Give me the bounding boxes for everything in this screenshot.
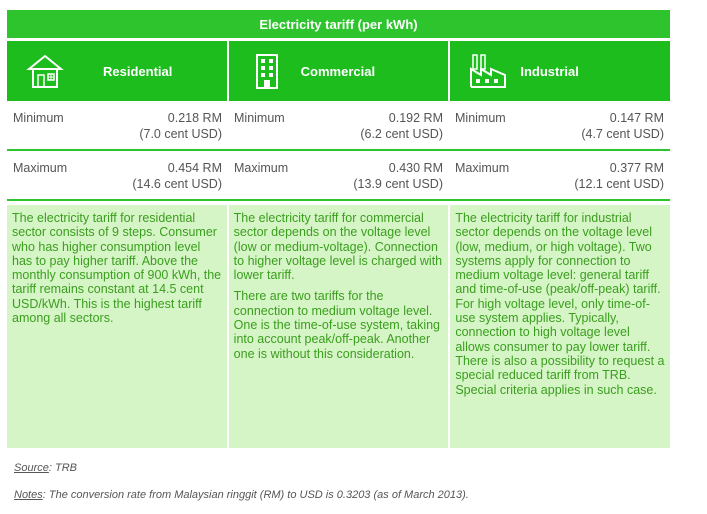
conversion-note	[14, 489, 469, 501]
description-paragraph: The electricity tariff for industrial sector depends on the voltage level (low, medium, or high voltage). Two systems apply for connection to medium voltage level: general tariff and time-of-use (peak/off-peak) tariff. For high voltage level, only time-of-use system applies. Typically, connection to high voltage level allows consumer to pay lower tariff. There is also a possibility to request a special reduced tariff from TRB. Special criteria applies in such case.	[455, 211, 665, 397]
source-label: Source	[14, 462, 49, 474]
source-note	[14, 462, 77, 474]
industrial-header	[450, 41, 670, 101]
industrial-minimum	[449, 101, 670, 149]
min-rm-value: 0.192 RM	[388, 111, 443, 125]
minimum-row	[7, 101, 670, 151]
max-rm-value: 0.430 RM	[388, 161, 443, 175]
house-icon	[25, 51, 65, 91]
source-text: : TRB	[48, 462, 77, 474]
notes-text: : The conversion rate from Malaysian ringgit (RM) to USD is 0.3203 (as of March 2013).	[42, 489, 469, 501]
commercial-maximum	[228, 151, 449, 199]
min-label: Minimum	[13, 111, 64, 125]
residential-label: Residential	[103, 64, 173, 79]
table-title: Electricity tariff (per kWh)	[7, 10, 670, 38]
commercial-minimum	[228, 101, 449, 149]
min-rm-value: 0.147 RM	[609, 111, 664, 125]
min-usd-value: (7.0 cent USD)	[139, 127, 222, 141]
industrial-description	[450, 205, 670, 448]
tariff-table	[7, 10, 670, 448]
factory-icon	[468, 51, 508, 91]
min-usd-value: (6.2 cent USD)	[360, 127, 443, 141]
max-label: Maximum	[13, 161, 68, 175]
min-rm-value: 0.218 RM	[167, 111, 222, 125]
residential-minimum	[7, 101, 228, 149]
office-building-icon	[247, 51, 287, 91]
min-label: Minimum	[234, 111, 285, 125]
residential-description	[7, 205, 229, 448]
residential-header	[7, 41, 229, 101]
notes-label: Notes	[14, 489, 43, 501]
max-label: Maximum	[455, 161, 510, 175]
industrial-maximum	[449, 151, 670, 199]
commercial-label: Commercial	[300, 64, 376, 79]
min-label: Minimum	[455, 111, 506, 125]
maximum-row	[7, 151, 670, 201]
description-paragraph: The electricity tariff for commercial sector depends on the voltage level (low or medium-voltage). Connection to higher voltage level is charged with lower tariff.	[233, 211, 443, 283]
commercial-header	[229, 41, 451, 101]
max-label: Maximum	[234, 161, 289, 175]
description-paragraph: The electricity tariff for residential sector consists of 9 steps. Consumer who has higher consumption level has to pay higher tariff. Above the monthly consumption of 900 kWh, the tariff remains constant at 14.5 cent USD/kWh. This is the highest tariff among all sectors.	[12, 211, 222, 326]
max-rm-value: 0.454 RM	[167, 161, 222, 175]
max-rm-value: 0.377 RM	[609, 161, 664, 175]
max-usd-value: (14.6 cent USD)	[132, 177, 222, 191]
description-paragraph: There are two tariffs for the connection to medium voltage level. One is the time-of-use system, taking into account peak/off-peak. Another one is without this consideration.	[233, 289, 441, 361]
sector-header-row	[7, 41, 670, 101]
min-usd-value: (4.7 cent USD)	[581, 127, 664, 141]
residential-maximum	[7, 151, 228, 199]
max-usd-value: (13.9 cent USD)	[353, 177, 443, 191]
commercial-description	[229, 205, 451, 448]
industrial-label: Industrial	[520, 64, 579, 79]
max-usd-value: (12.1 cent USD)	[574, 177, 664, 191]
description-row	[7, 205, 670, 448]
